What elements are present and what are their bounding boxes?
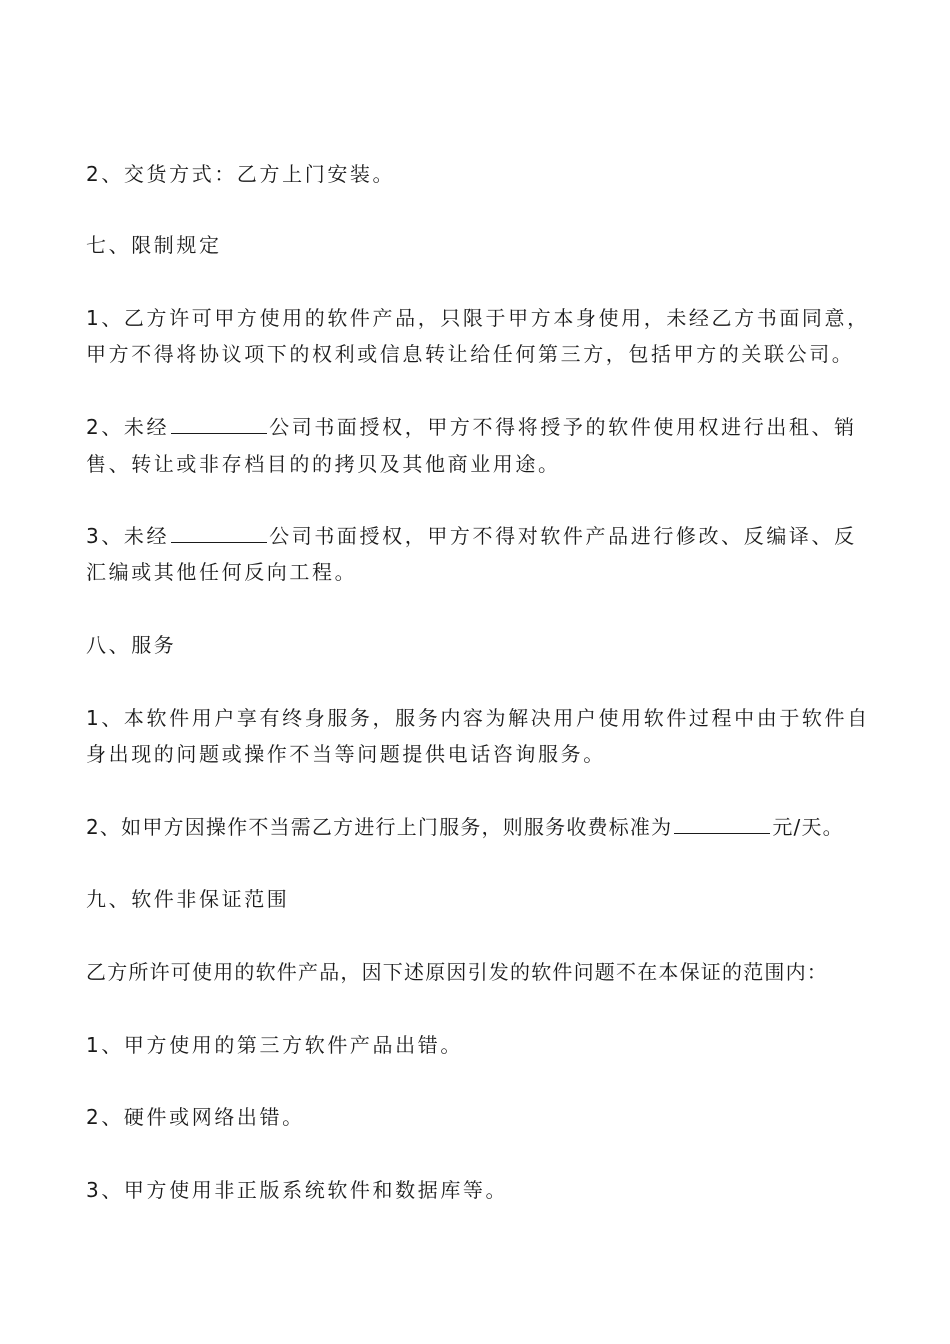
section-8-item-2-prefix: 2、如甲方因操作不当需乙方进行上门服务，则服务收费标准为 (86, 815, 673, 839)
section-7-item-3-line-1 (86, 522, 876, 550)
section-8-item-1-line-2: 身出现的问题或操作不当等问题提供电话咨询服务。 (86, 742, 606, 766)
section-8-heading: 八、服务 (86, 633, 177, 657)
section-9-heading: 九、软件非保证范围 (86, 887, 290, 911)
section-7-item-3-line-2: 汇编或其他任何反向工程。 (86, 560, 358, 584)
section-7-heading: 七、限制规定 (86, 233, 222, 257)
section-7-item-2-line-2: 售、转让或非存档目的的拷贝及其他商业用途。 (86, 452, 561, 476)
section-8-item-2 (86, 813, 876, 841)
delivery-item-2: 2、交货方式：乙方上门安装。 (86, 162, 396, 186)
section-8-item-1-line-1: 1、本软件用户享有终身服务，服务内容为解决用户使用软件过程中由于软件自 (86, 706, 870, 730)
fill-in-blank (674, 813, 770, 834)
fill-in-blank (171, 522, 267, 543)
section-9-item-3: 3、甲方使用非正版系统软件和数据库等。 (86, 1178, 509, 1202)
section-9-item-2: 2、硬件或网络出错。 (86, 1105, 305, 1129)
section-9-item-1: 1、甲方使用的第三方软件产品出错。 (86, 1033, 463, 1057)
section-7-item-1-line-2: 甲方不得将协议项下的权利或信息转让给任何第三方，包括甲方的关联公司。 (86, 342, 855, 366)
section-7-item-2-suffix: 公司书面授权，甲方不得将授予的软件使用权进行出租、销 (269, 415, 857, 439)
fill-in-blank (171, 413, 267, 434)
section-9-intro: 乙方所许可使用的软件产品，因下述原因引发的软件问题不在本保证的范围内： (86, 960, 828, 984)
section-7-item-2-prefix: 2、未经 (86, 415, 170, 439)
section-8-item-2-suffix: 元/天。 (772, 815, 844, 839)
section-7-item-3-prefix: 3、未经 (86, 524, 170, 548)
section-7-item-3-suffix: 公司书面授权，甲方不得对软件产品进行修改、反编译、反 (269, 524, 857, 548)
section-7-item-1-line-1: 1、乙方许可甲方使用的软件产品，只限于甲方本身使用，未经乙方书面同意， (86, 306, 870, 330)
section-7-item-2-line-1 (86, 413, 876, 441)
